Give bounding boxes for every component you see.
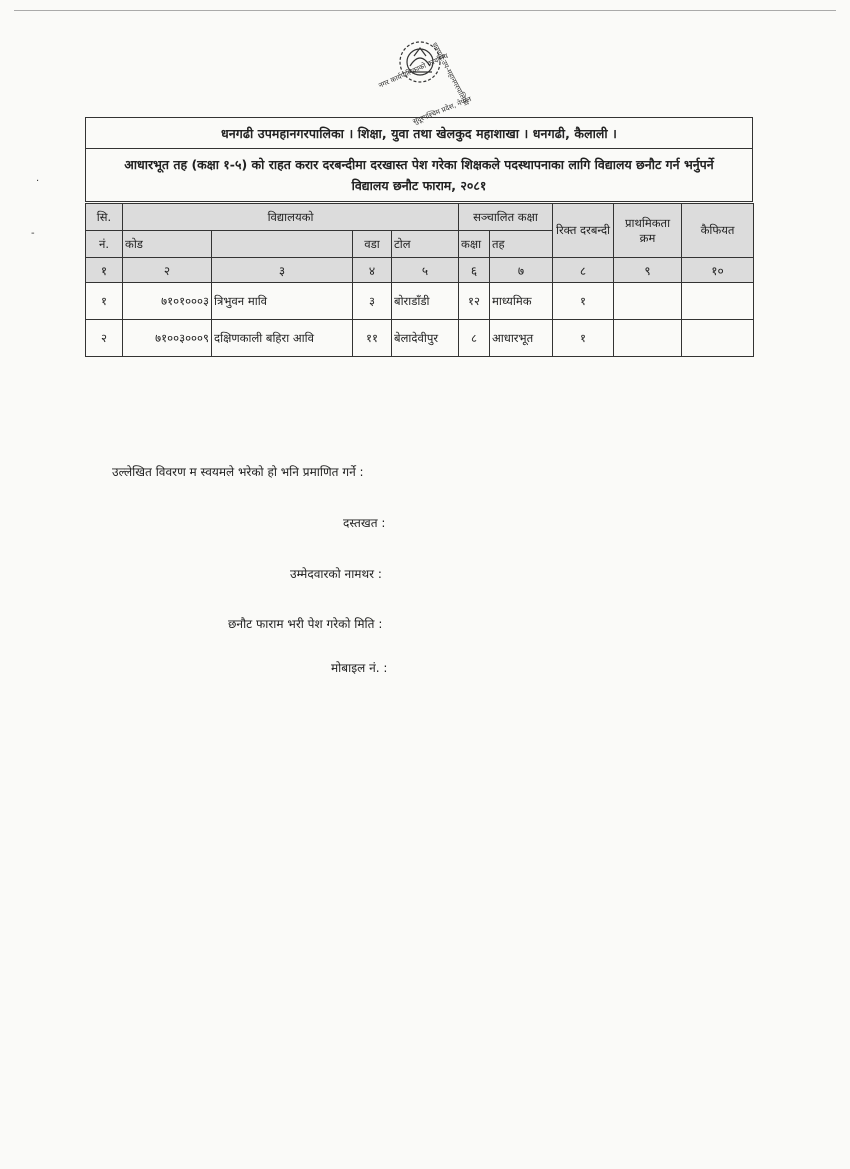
col-level: तह (490, 231, 553, 258)
cell-ward: ११ (353, 320, 392, 357)
table-row (86, 283, 754, 320)
cell-remarks[interactable] (682, 320, 754, 357)
column-number-row (86, 258, 754, 283)
col-remarks: कैफियत (682, 204, 754, 258)
cell-tole: बोराडाँडी (392, 283, 459, 320)
scan-speck: - (31, 228, 35, 239)
signature-label: दस्तखत : (343, 516, 386, 530)
form-title-line1: आधारभूत तह (कक्षा १-५) को राहत करार दरबन्दीमा दरखास्त पेश गरेका शिक्षकले पदस्थापनाका लागि विद्यालय छनौट गर्न भर्नुपर्ने (124, 157, 714, 172)
column-number: १ (86, 258, 123, 283)
col-vacant: रिक्त दरबन्दी (553, 204, 614, 258)
col-school-name (212, 231, 353, 258)
column-number: १० (682, 258, 754, 283)
col-sn-bottom: नं. (86, 231, 123, 258)
col-running-classes: सञ्चालित कक्षा (459, 204, 553, 231)
school-selection-table (85, 203, 754, 357)
cell-school-name: दक्षिणकाली बहिरा आवि (212, 320, 353, 357)
col-school-header: विद्यालयको (123, 204, 459, 231)
cell-class: १२ (459, 283, 490, 320)
table-row (86, 320, 754, 357)
column-number: ७ (490, 258, 553, 283)
form-title (86, 149, 753, 202)
col-ward: वडा (353, 231, 392, 258)
cell-sn: २ (86, 320, 123, 357)
cell-vacant: १ (553, 283, 614, 320)
seal-text-bottom: सुदूरपश्चिम प्रदेश, नेपाल (411, 95, 473, 126)
column-number: ४ (353, 258, 392, 283)
cell-priority[interactable] (614, 320, 682, 357)
cell-school-name: त्रिभुवन मावि (212, 283, 353, 320)
col-sn-top: सि. (86, 204, 123, 231)
mobile-number-label: मोबाइल नं. : (331, 661, 388, 675)
submission-date-label: छनौट फाराम भरी पेश गरेको मिति : (228, 617, 383, 631)
col-tole: टोल (392, 231, 459, 258)
certification-statement: उल्लेखित विवरण म स्वयमले भरेको हो भनि प्रमाणित गर्ने : (112, 465, 364, 479)
cell-remarks[interactable] (682, 283, 754, 320)
cell-class: ८ (459, 320, 490, 357)
seal-text-mid: नगर कार्यपालिकाको कार्यालय (377, 52, 450, 90)
col-code: कोड (123, 231, 212, 258)
form-title-line2: विद्यालय छनौट फाराम, २०८१ (351, 178, 487, 193)
municipality-seal (366, 26, 506, 130)
cell-level: आधारभूत (490, 320, 553, 357)
seal-text (377, 41, 473, 127)
column-number: ६ (459, 258, 490, 283)
column-number: ८ (553, 258, 614, 283)
cell-level: माध्यमिक (490, 283, 553, 320)
column-number: ३ (212, 258, 353, 283)
candidate-name-label: उम्मेदवारको नामथर : (290, 567, 382, 581)
column-number: ५ (392, 258, 459, 283)
scan-edge-line (14, 10, 836, 11)
form-header (85, 117, 753, 202)
col-priority: प्राथमिकता क्रम (614, 204, 682, 258)
cell-code: ७१००३०००९ (123, 320, 212, 357)
col-class: कक्षा (459, 231, 490, 258)
cell-priority[interactable] (614, 283, 682, 320)
cell-sn: १ (86, 283, 123, 320)
column-number: २ (123, 258, 212, 283)
cell-vacant: १ (553, 320, 614, 357)
cell-tole: बेलादेवीपुर (392, 320, 459, 357)
column-number: ९ (614, 258, 682, 283)
scan-speck: · (36, 176, 40, 187)
office-line: धनगढी उपमहानगरपालिका । शिक्षा, युवा तथा खेलकुद महाशाखा । धनगढी, कैलाली । (86, 118, 753, 149)
cell-ward: ३ (353, 283, 392, 320)
seal-text-top: धनगढी उप-महानगरपालिका (430, 41, 471, 108)
cell-code: ७१०१०००३ (123, 283, 212, 320)
